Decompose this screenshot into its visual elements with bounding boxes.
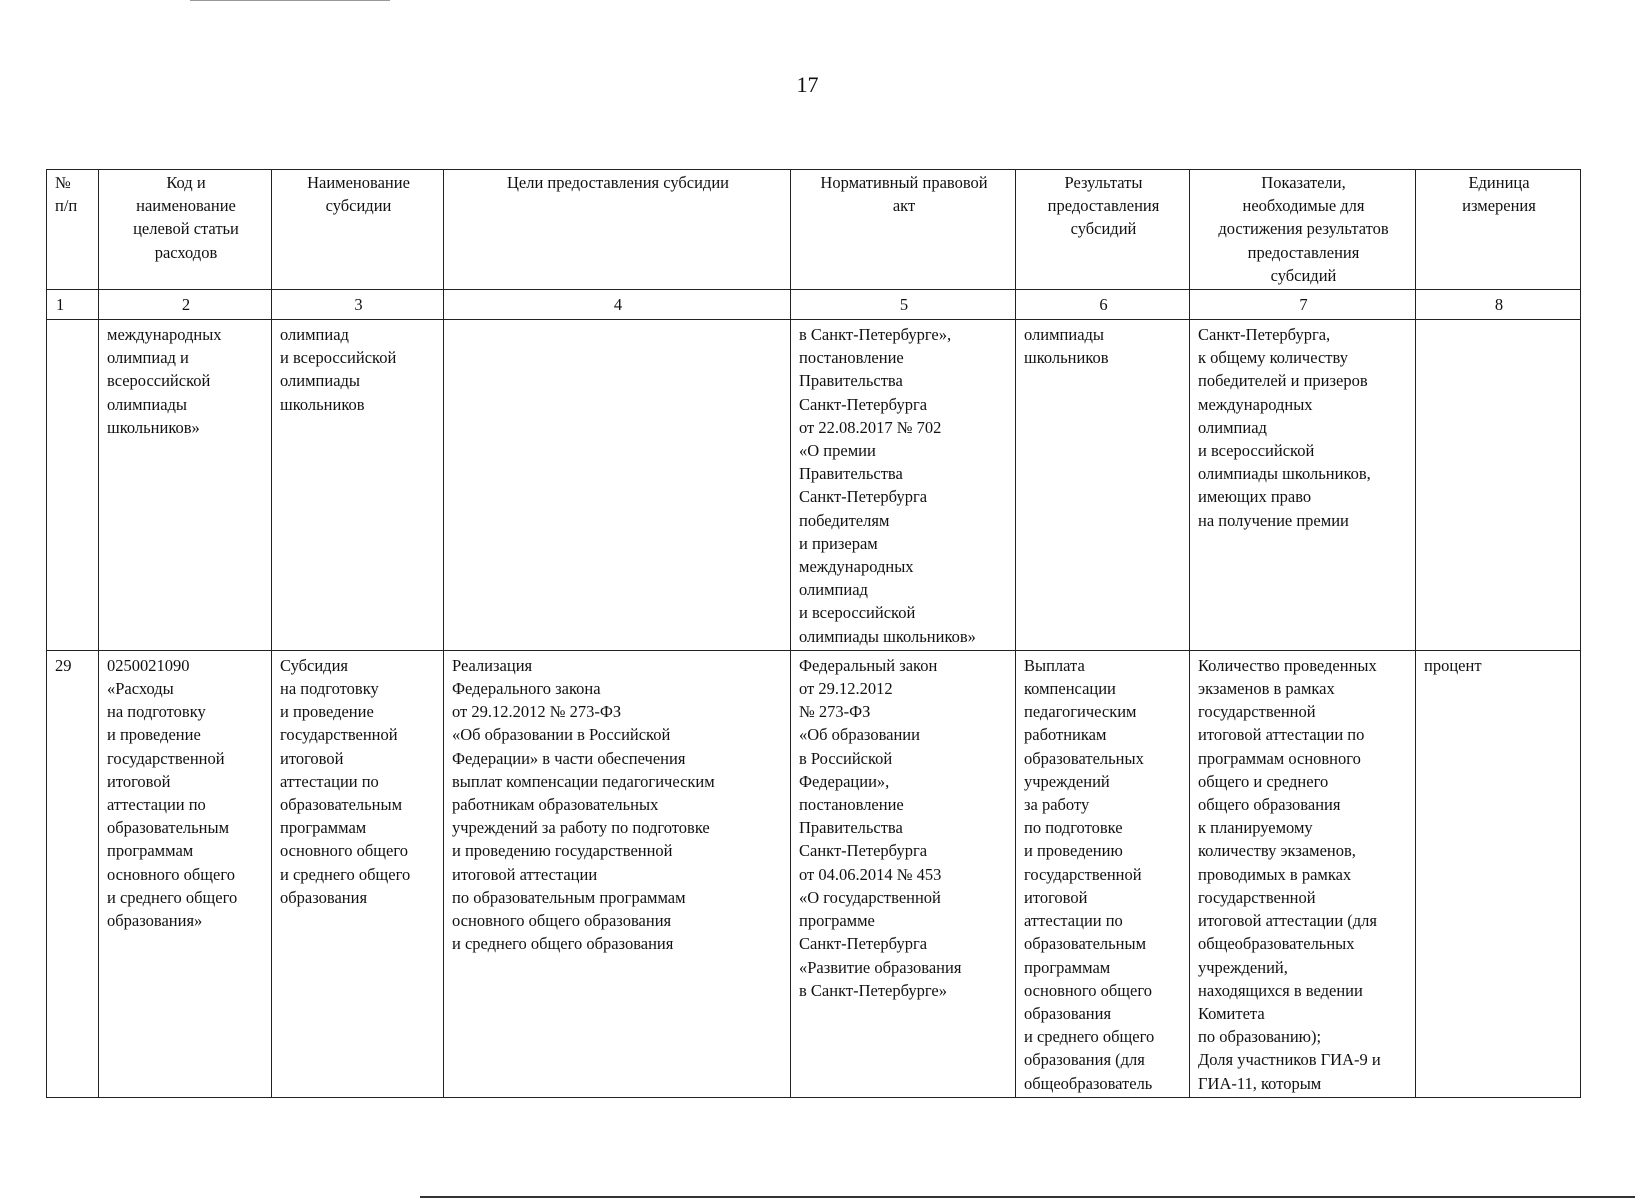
cell-goals: Реализация Федерального закона от 29.12.2012 № 273-ФЗ «Об образовании в Российской Федерации» в части обеспечения выплат компенсации педагогическим работникам образовательных учреждений за работу по подготовке и проведению государственной итоговой аттестации по образовательным программам основного общего образования и среднего общего образования — [444, 650, 791, 1097]
table-row — [47, 320, 1581, 651]
cell-legal-act: Федеральный закон от 29.12.2012 № 273-ФЗ «Об образовании в Российской Федерации», постановление Правительства Санкт-Петербурга от 04.06.2014 № 453 «О государственной программе Санкт-Петербурга «Развитие образования в Санкт-Петербурге» — [791, 650, 1016, 1097]
table-row — [47, 650, 1581, 1097]
cell-code-name: 0250021090 «Расходы на подготовку и проведение государственной итоговой аттестации по образовательным программам основного общего и среднего общего образования» — [99, 650, 272, 1097]
cell-num — [47, 320, 99, 651]
header-subsidy-name: Наименование субсидии — [272, 170, 444, 290]
scan-edge-bottom — [420, 1196, 1635, 1198]
cell-subsidy-name: олимпиад и всероссийской олимпиады школьников — [272, 320, 444, 651]
header-code-name: Код и наименование целевой статьи расходов — [99, 170, 272, 290]
cell-goals — [444, 320, 791, 651]
column-number: 3 — [272, 290, 444, 320]
cell-unit — [1416, 320, 1581, 651]
column-number: 2 — [99, 290, 272, 320]
header-indicators: Показатели, необходимые для достижения результатов предоставления субсидий — [1190, 170, 1416, 290]
cell-indicators: Санкт-Петербурга, к общему количеству победителей и призеров международных олимпиад и всероссийской олимпиады школьников, имеющих право на получение премии — [1190, 320, 1416, 651]
cell-subsidy-name: Субсидия на подготовку и проведение государственной итоговой аттестации по образовательным программам основного общего и среднего общего образования — [272, 650, 444, 1097]
cell-results: Выплата компенсации педагогическим работникам образовательных учреждений за работу по подготовке и проведению государственной итоговой аттестации по образовательным программам основного общего образования и среднего общего образования (для общеобразователь — [1016, 650, 1190, 1097]
column-number: 6 — [1016, 290, 1190, 320]
page-number: 17 — [796, 72, 819, 97]
cell-legal-act: в Санкт-Петербурге», постановление Правительства Санкт-Петербурга от 22.08.2017 № 702 «О премии Правительства Санкт-Петербурга победителям и призерам международных олимпиад и всероссийской олимпиады школьников» — [791, 320, 1016, 651]
subsidy-table — [46, 169, 1581, 1098]
scan-edge-top — [190, 0, 390, 1]
header-results: Результаты предоставления субсидий — [1016, 170, 1190, 290]
header-goals: Цели предоставления субсидии — [444, 170, 791, 290]
cell-num: 29 — [47, 650, 99, 1097]
column-number-row — [47, 290, 1581, 320]
cell-unit: процент — [1416, 650, 1581, 1097]
column-number: 5 — [791, 290, 1016, 320]
column-number: 1 — [47, 290, 99, 320]
column-number: 4 — [444, 290, 791, 320]
cell-code-name: международных олимпиад и всероссийской олимпиады школьников» — [99, 320, 272, 651]
cell-results: олимпиады школьников — [1016, 320, 1190, 651]
column-number: 7 — [1190, 290, 1416, 320]
header-num: № п/п — [47, 170, 99, 290]
column-number: 8 — [1416, 290, 1581, 320]
table-header-row — [47, 170, 1581, 290]
header-unit: Единица измерения — [1416, 170, 1581, 290]
cell-indicators: Количество проведенных экзаменов в рамках государственной итоговой аттестации по программам основного общего и среднего общего образования к планируемому количеству экзаменов, проводимых в рамках государственной итоговой аттестации (для общеобразовательных учреждений, находящихся в ведении Комитета по образованию); Доля участников ГИА-9 и ГИА-11, которым — [1190, 650, 1416, 1097]
header-legal-act: Нормативный правовой акт — [791, 170, 1016, 290]
